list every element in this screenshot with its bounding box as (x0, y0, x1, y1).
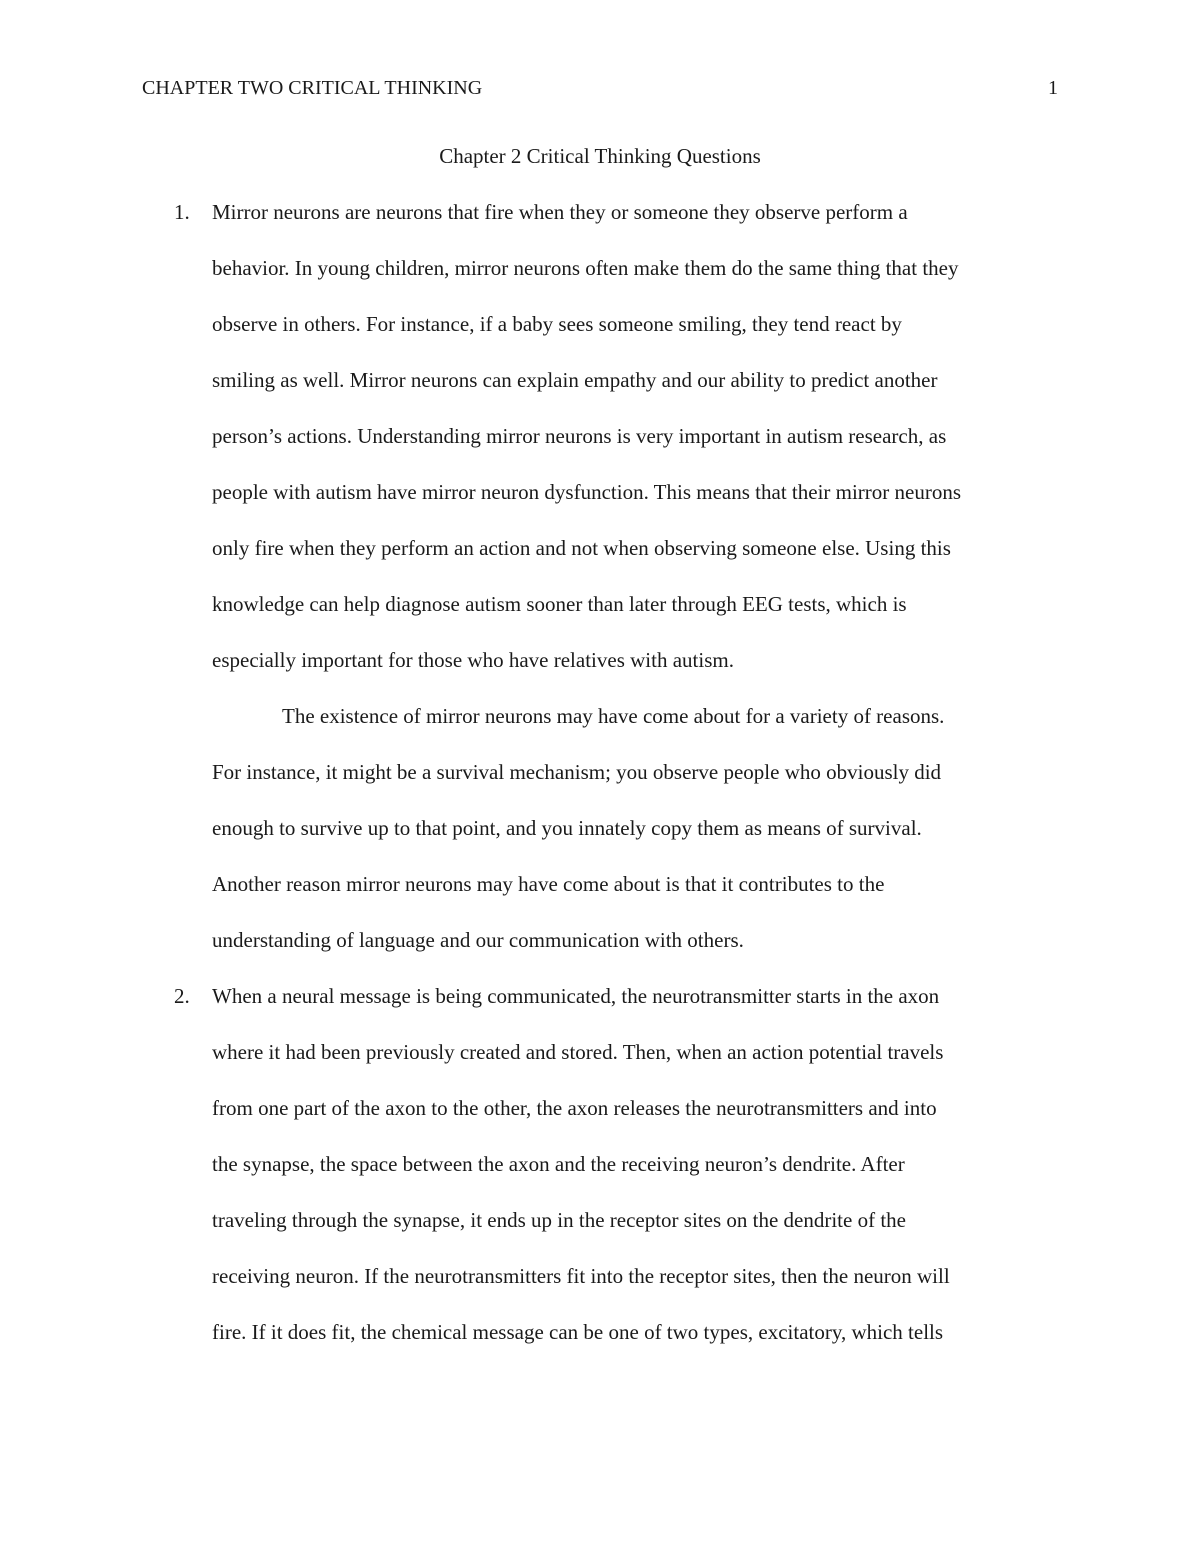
text-line: smiling as well. Mirror neurons can explain empathy and our ability to predict another (212, 368, 938, 392)
text-line: person’s actions. Understanding mirror neurons is very important in autism research, as (212, 424, 947, 448)
text-line: where it had been previously created and stored. Then, when an action potential travels (212, 1040, 944, 1064)
text-line: Mirror neurons are neurons that fire when they or someone they observe perform a (212, 200, 908, 224)
text-line: traveling through the synapse, it ends up in the receptor sites on the dendrite of the (212, 1208, 906, 1232)
text-line: only fire when they perform an action and not when observing someone else. Using this (212, 536, 951, 560)
page-number: 1 (1048, 77, 1058, 99)
running-head (142, 74, 1058, 102)
text-line: the synapse, the space between the axon and the receiving neuron’s dendrite. After (212, 1152, 905, 1176)
text-line: understanding of language and our communication with others. (212, 928, 744, 952)
list-item-number: 2. (174, 984, 190, 1008)
text-line: receiving neuron. If the neurotransmitters fit into the receptor sites, then the neuron will (212, 1264, 950, 1288)
text-line: knowledge can help diagnose autism sooner than later through EEG tests, which is (212, 592, 907, 616)
text-line: enough to survive up to that point, and you innately copy them as means of survival. (212, 816, 922, 840)
text-line: especially important for those who have relatives with autism. (212, 648, 734, 672)
text-line: When a neural message is being communicated, the neurotransmitter starts in the axon (212, 984, 940, 1008)
text-line: observe in others. For instance, if a baby sees someone smiling, they tend react by (212, 312, 902, 336)
document-title: Chapter 2 Critical Thinking Questions (439, 144, 761, 168)
text-line: For instance, it might be a survival mechanism; you observe people who obviously did (212, 760, 942, 784)
text-line: The existence of mirror neurons may have come about for a variety of reasons. (282, 704, 945, 728)
list-item-number: 1. (174, 200, 190, 224)
text-line: fire. If it does fit, the chemical message can be one of two types, excitatory, which tells (212, 1320, 944, 1344)
text-line: people with autism have mirror neuron dysfunction. This means that their mirror neurons (212, 480, 962, 504)
running-head-title: CHAPTER TWO CRITICAL THINKING (142, 77, 483, 99)
text-line: behavior. In young children, mirror neurons often make them do the same thing that they (212, 256, 959, 280)
text-line: Another reason mirror neurons may have come about is that it contributes to the (212, 872, 885, 896)
text-line: from one part of the axon to the other, the axon releases the neurotransmitters and into (212, 1096, 937, 1120)
